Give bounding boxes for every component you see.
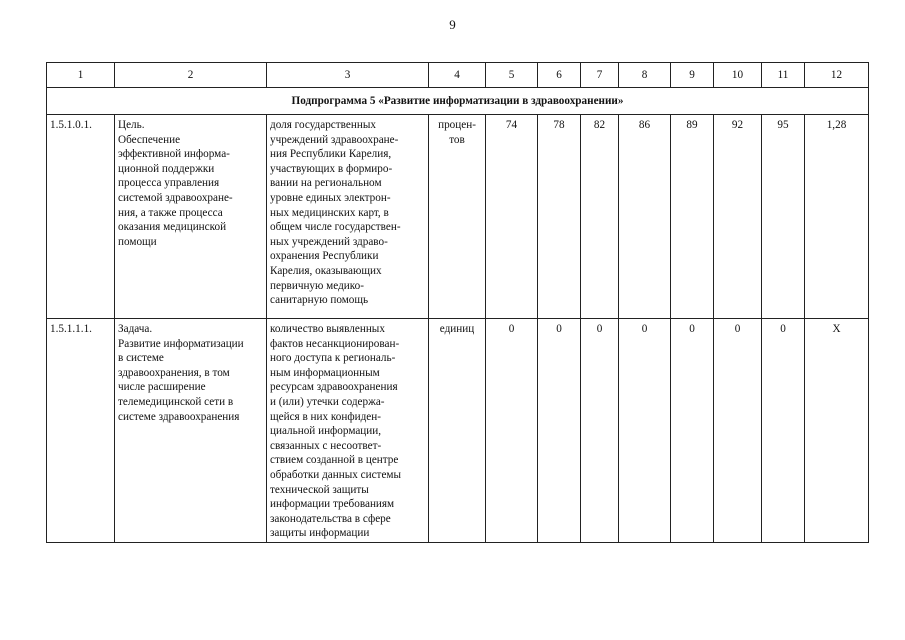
column-number: 3 [267, 63, 429, 88]
row-value: 89 [671, 115, 714, 319]
row-value: 1,28 [805, 115, 869, 319]
column-number: 11 [762, 63, 805, 88]
row-value: 0 [581, 319, 619, 543]
page-number: 9 [449, 17, 456, 32]
section-row [47, 88, 869, 115]
column-number: 5 [486, 63, 538, 88]
row-unit: процен- тов [429, 115, 486, 319]
table-header-row [47, 63, 869, 88]
row-value: 0 [671, 319, 714, 543]
row-value: 95 [762, 115, 805, 319]
column-number: 7 [581, 63, 619, 88]
row-indicator: количество выявленных фактов несанкционирован- ного доступа к региональ- ным информационным ресурсам здравоохранения и (или) утечки содержа- щейся в них конфиден- циальной информации, связанных с несоответ- ствием созданной в центре обработки данных системы технической защиты информации требованиям законодательства в сфере защиты информации [267, 319, 429, 543]
row-value: 0 [486, 319, 538, 543]
row-value: 86 [619, 115, 671, 319]
row-code: 1.5.1.1.1. [47, 319, 115, 543]
row-unit: единиц [429, 319, 486, 543]
row-value: 78 [538, 115, 581, 319]
table-row [47, 319, 869, 543]
subprogram-title: Подпрограмма 5 «Развитие информатизации в здравоохранении» [47, 88, 869, 115]
row-name: Цель. Обеспечение эффективной информа- ционной поддержки процесса управления системой здравоохране- ния, а также процесса оказания медицинской помощи [115, 115, 267, 319]
row-code: 1.5.1.0.1. [47, 115, 115, 319]
row-value: 0 [714, 319, 762, 543]
row-value: Х [805, 319, 869, 543]
column-number: 4 [429, 63, 486, 88]
row-name: Задача. Развитие информатизации в системе здравоохранения, в том числе расширение телемедицинской сети в системе здравоохранения [115, 319, 267, 543]
column-number: 10 [714, 63, 762, 88]
row-value: 92 [714, 115, 762, 319]
column-number: 6 [538, 63, 581, 88]
row-value: 74 [486, 115, 538, 319]
column-number: 9 [671, 63, 714, 88]
row-value: 0 [619, 319, 671, 543]
row-value: 0 [538, 319, 581, 543]
row-indicator: доля государственных учреждений здравоохране- ния Республики Карелия, участвующих в формиро- вании на региональном уровне единых электрон- ных медицинских карт, в общем числе государствен- ных учреждений здраво- охранения Республики Карелия, оказывающих первичную медико- санитарную помощь [267, 115, 429, 319]
column-number: 12 [805, 63, 869, 88]
row-value: 82 [581, 115, 619, 319]
column-number: 2 [115, 63, 267, 88]
table-row [47, 115, 869, 319]
column-number: 1 [47, 63, 115, 88]
row-value: 0 [762, 319, 805, 543]
indicators-table [46, 62, 869, 543]
column-number: 8 [619, 63, 671, 88]
